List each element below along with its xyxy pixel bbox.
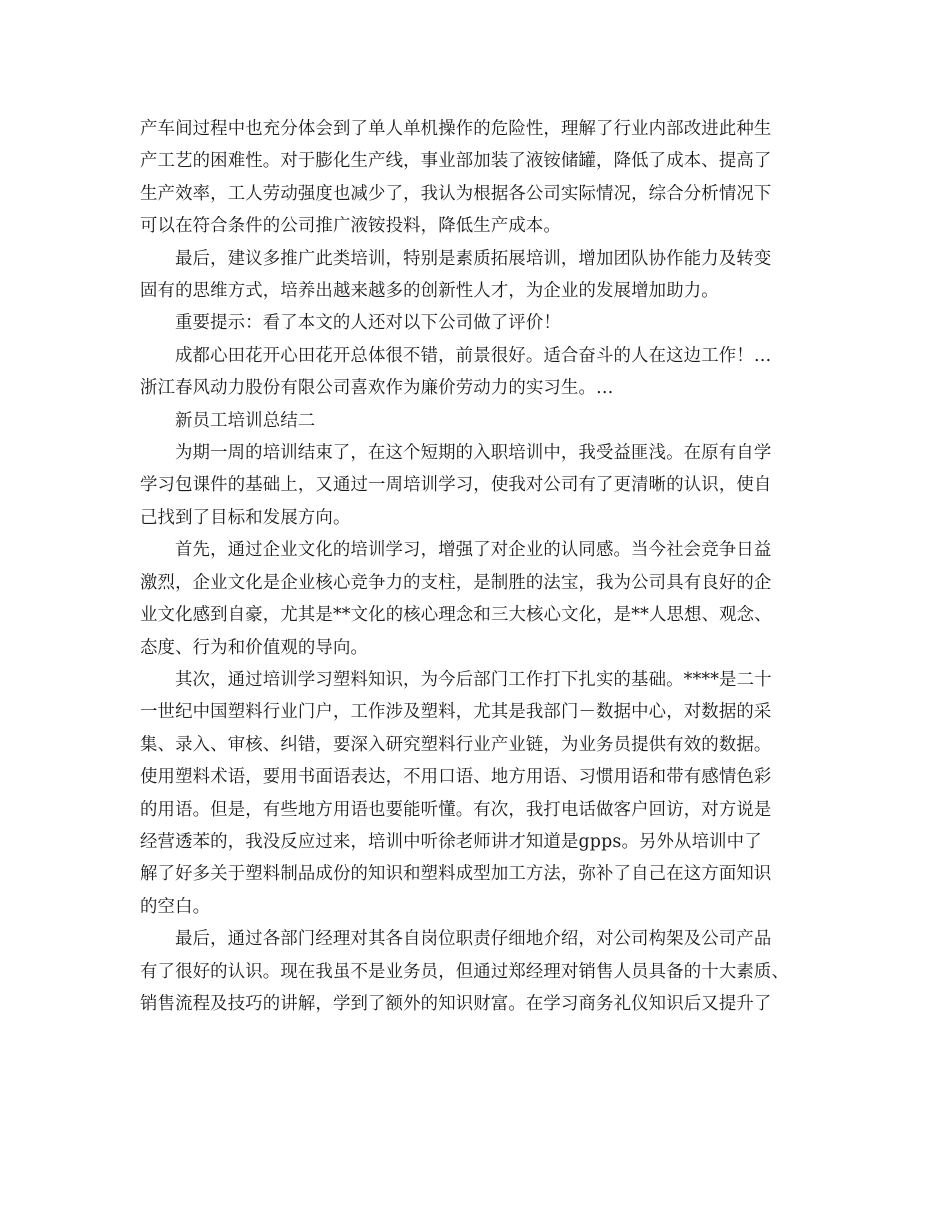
paragraph-line: 为期一周的培训结束了，在这个短期的入职培训中，我受益匪浅。在原有自学 [175,443,772,464]
paragraph-line: 己找到了目标和发展方向。 [140,507,351,528]
paragraph-line: 的空白。 [140,896,211,917]
paragraph-line: 集、录入、审核、纠错，要深入研究塑料行业产业链，为业务员提供有效的数据。 [140,734,772,755]
paragraph-line: 可以在符合条件的公司推广液铵投料，降低生产成本。 [140,216,561,237]
paragraph-line: 一世纪中国塑料行业门户，工作涉及塑料，尤其是我部门－数据中心，对数据的采 [140,702,772,723]
paragraph-line: 生产效率，工人劳动强度也减少了，我认为根据各公司实际情况，综合分析情况下 [140,183,772,204]
paragraph-line: 解了好多关于塑料制品成份的知识和塑料成型加工方法，弥补了自己在这方面知识 [140,864,772,885]
paragraph-line: 业文化感到自豪，尤其是**文化的核心理念和三大核心文化，是**人思想、观念、 [140,605,772,626]
paragraph-line: 销售流程及技巧的讲解，学到了额外的知识财富。在学习商务礼仪知识后又提升了 [140,993,772,1014]
document-body [140,113,812,1020]
paragraph-line: 最后，通过各部门经理对其各自岗位职责仔细地介绍，对公司构架及公司产品 [175,929,772,950]
paragraph-line: 最后，建议多推广此类培训，特别是素质拓展培训，增加团队协作能力及转变 [175,248,772,269]
paragraph-line: 浙江春风动力股份有限公司喜欢作为廉价劳动力的实习生。… [140,378,614,399]
paragraph-line: 学习包课件的基础上，又通过一周培训学习，使我对公司有了更清晰的认识，使自 [140,475,772,496]
paragraph-line: 首先，通过企业文化的培训学习，增强了对企业的认同感。当今社会竞争日益 [175,540,772,561]
paragraph-line: 态度、行为和价值观的导向。 [140,637,369,658]
paragraph-line: 使用塑料术语，要用书面语表达，不用口语、地方用语、习惯用语和带有感情色彩 [140,767,772,788]
paragraph-line: 有了很好的认识。现在我虽不是业务员，但通过郑经理对销售人员具备的十大素质、 [140,961,790,982]
paragraph-line: 产工艺的困难性。对于膨化生产线，事业部加装了液铵储罐，降低了成本、提高了 [140,151,772,172]
paragraph-line: 的用语。但是，有些地方用语也要能听懂。有次，我打电话做客户回访，对方说是 [140,799,772,820]
paragraph-line: 固有的思维方式，培养出越来越多的创新性人才，为企业的发展增加助力。 [140,281,719,302]
paragraph-line: 激烈，企业文化是企业核心竞争力的支柱，是制胜的法宝，我为公司具有良好的企 [140,572,772,593]
paragraph-line: 新员工培训总结二 [175,410,316,431]
paragraph-line: 其次，通过培训学习塑料知识，为今后部门工作打下扎实的基础。****是二十 [175,669,772,690]
paragraph-line: 经营透苯的，我没反应过来，培训中听徐老师讲才知道是gpps。另外从培训中了 [140,831,762,852]
paragraph-line: 产车间过程中也充分体会到了单人单机操作的危险性，理解了行业内部改进此种生 [140,119,772,139]
paragraph-line: 重要提示：看了本文的人还对以下公司做了评价！ [175,313,561,334]
paragraph-line: 成都心田花开心田花开总体很不错，前景很好。适合奋斗的人在这边工作！… [175,345,772,366]
